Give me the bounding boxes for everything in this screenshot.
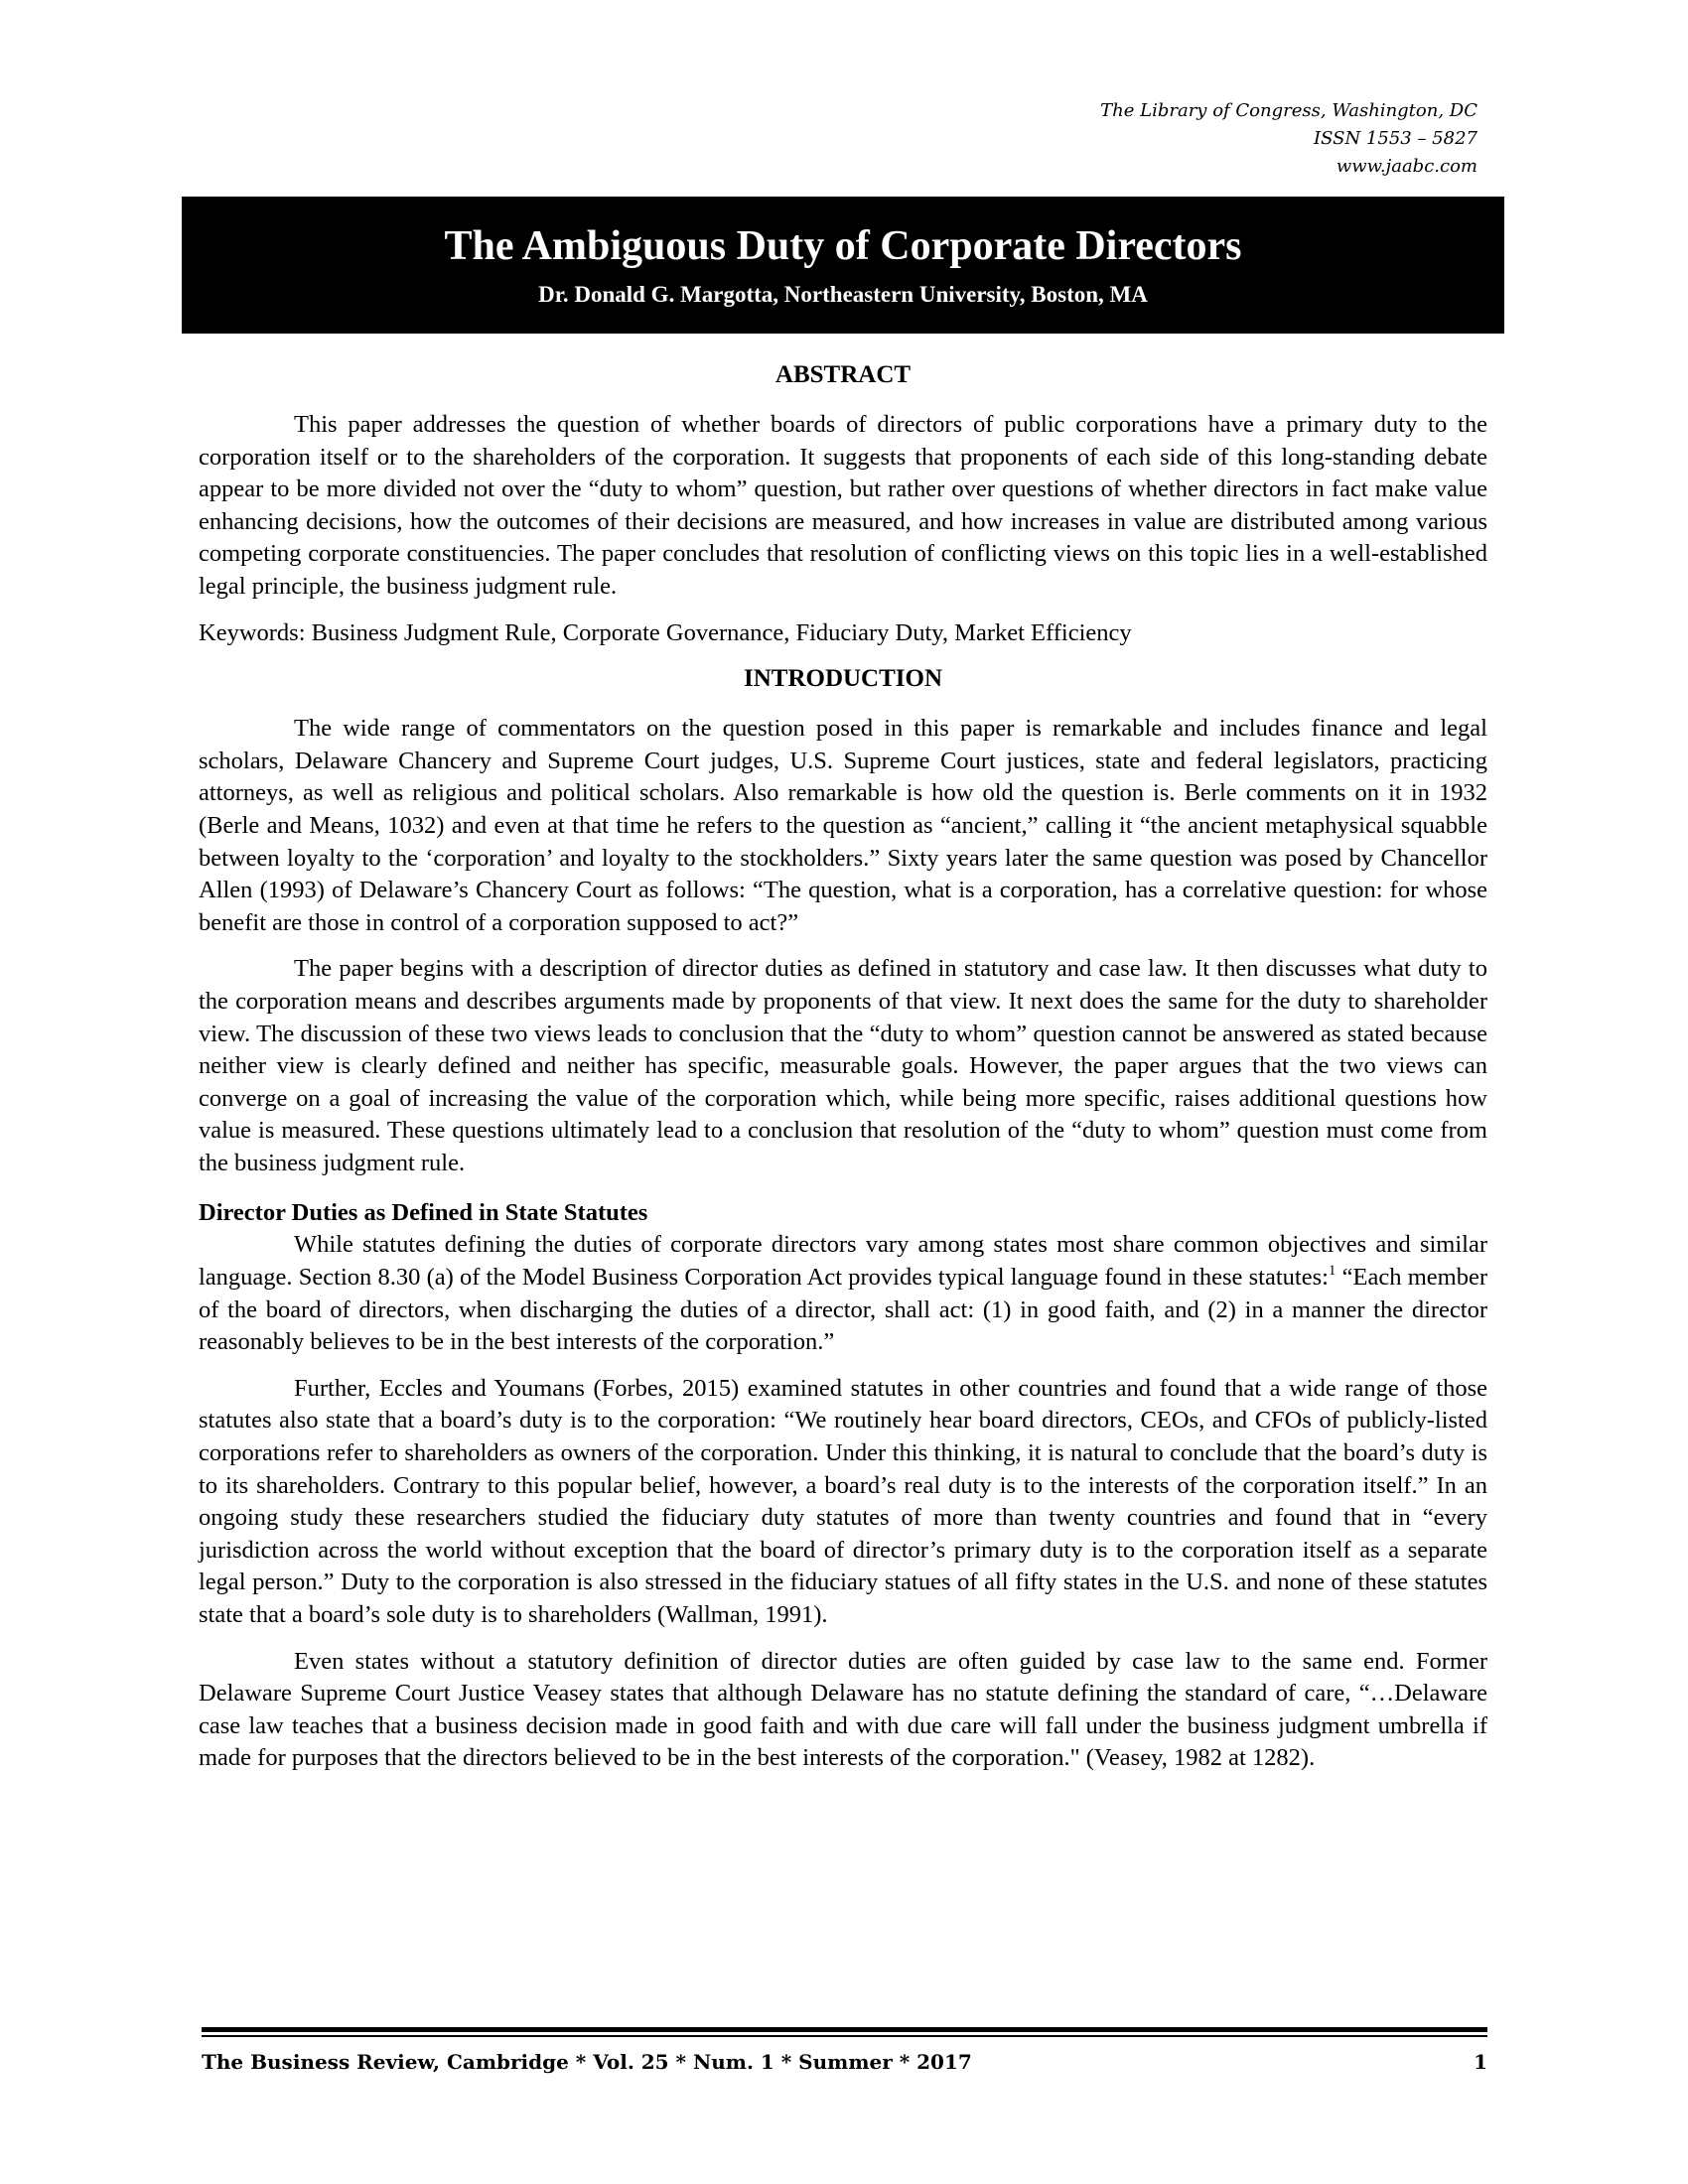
abstract-heading: ABSTRACT: [774, 361, 912, 388]
footer-rule-thick: [202, 2027, 1487, 2032]
section-paragraph-3: Even states without a statutory definition of director duties are often guided by case law to the same end. Former Delaware Supreme Court Justice Veasey states that although Delaware has no statute defining the standard of care, “…Delaware case law teaches that a business decision made in good faith and with due care will fall under the business judgment umbrella if made for purposes that the directors believed to be in the best interests of the corporation." (Veasey, 1982 at 1282).: [199, 1647, 1487, 1772]
paper-title: The Ambiguous Duty of Corporate Directors: [444, 223, 1242, 269]
title-banner: [182, 197, 1504, 334]
section-paragraph-1-end: “Each member of the board of directors, when discharging the duties of a director, shall act: (1) in good faith, and (2) in a manner the director reasonably believes to be in the best interests of the corporation.”: [199, 1264, 1487, 1356]
footnote-marker: 1: [1328, 1263, 1336, 1280]
section-paragraph-2: Further, Eccles and Youmans (Forbes, 2015) examined statutes in other countries and found that a wide range of those statutes also state that a board’s duty is to the corporation: “We routinely hear board directors, CEOs, and CFOs of publicly-listed corporations refer to shareholders as owners of the corporation. Under this thinking, it is natural to conclude that the board’s duty is to its shareholders. Contrary to this popular belief, however, a board’s real duty is to the interests of the corporation itself.” In an ongoing study these researchers studied the fiduciary duty statutes of more than twenty countries and found that in “every jurisdiction across the world without exception that the board of director’s primary duty is to the corporation itself as a separate legal person.” Duty to the corporation is also stressed in the fiduciary statues of all fifty states in the U.S. and none of these statutes state that a board’s sole duty is to shareholders (Wallman, 1991).: [199, 1374, 1487, 1628]
introduction-heading: INTRODUCTION: [743, 665, 943, 693]
section-paragraph-1: [199, 1229, 1487, 1358]
header-line-issn: ISSN 1553 – 5827: [1314, 128, 1477, 149]
introduction-paragraph-1: The wide range of commentators on the question posed in this paper is remarkable and includes finance and legal scholars, Delaware Chancery and Supreme Court judges, U.S. Supreme Court justices, state and federal legislators, practicing attorneys, as well as religious and political scholars. Also remarkable is how old the question is. Berle comments on it in 1932 (Berle and Means, 1032) and even at that time he refers to the question as “ancient,” calling it “the ancient metaphysical squabble between loyalty to the ‘corporation’ and loyalty to the stockholders.” Sixty years later the same question was posed by Chancellor Allen (1993) of Delaware’s Chancery Court as follows: “The question, what is a corporation, has a correlative question: for whose benefit are those in control of a corporation supposed to act?”: [199, 715, 1487, 936]
author-line: Dr. Donald G. Margotta, Northeastern University, Boston, MA: [538, 282, 1148, 307]
abstract-text: This paper addresses the question of whether boards of directors of public corporations have a primary duty to the corporation itself or to the shareholders of the corporation. It suggests that proponents of each side of this long-standing debate appear to be more divided not over the “duty to whom” question, but rather over questions of whether directors in fact make value enhancing decisions, how the outcomes of their decisions are measured, and how increases in value are distributed among various competing corporate constituencies. The paper concludes that resolution of conflicting views on this topic lies in a well-established legal principle, the business judgment rule.: [199, 411, 1487, 600]
keywords: Keywords: Business Judgment Rule, Corporate Governance, Fiduciary Duty, Market Efficiency: [199, 618, 1132, 646]
introduction-paragraph-2: The paper begins with a description of director duties as defined in statutory and case law. It then discusses what duty to the corporation means and describes arguments made by proponents of that view. It next does the same for the duty to shareholder view. The discussion of these two views leads to conclusion that the “duty to whom” question cannot be answered as stated because neither view is clearly defined and neither has specific, measurable goals. However, the paper argues that the two views can converge on a goal of increasing the value of the corporation which, while being more specific, raises additional questions how value is measured. These questions ultimately lead to a conclusion that resolution of the “duty to whom” question must come from the business judgment rule.: [199, 955, 1487, 1176]
header-line-website: www.jaabc.com: [1336, 156, 1477, 177]
header-line-library: The Library of Congress, Washington, DC: [1100, 100, 1477, 121]
page-number: 1: [1474, 2050, 1487, 2074]
section-paragraph-1-start: While statutes defining the duties of corporate directors vary among states most share common objectives and similar language. Section 8.30 (a) of the Model Business Corporation Act provides typical language found in these statutes:: [199, 1231, 1487, 1292]
journal-header: [1100, 97, 1477, 181]
section-heading-director-duties: Director Duties as Defined in State Statutes: [199, 1199, 648, 1227]
page-footer: [202, 2050, 1487, 2074]
footer-journal-info: The Business Review, Cambridge * Vol. 25 * Num. 1 * Summer * 2017: [202, 2050, 972, 2074]
footer-rule-thin: [202, 2035, 1487, 2037]
paper-body: [199, 347, 1487, 1789]
